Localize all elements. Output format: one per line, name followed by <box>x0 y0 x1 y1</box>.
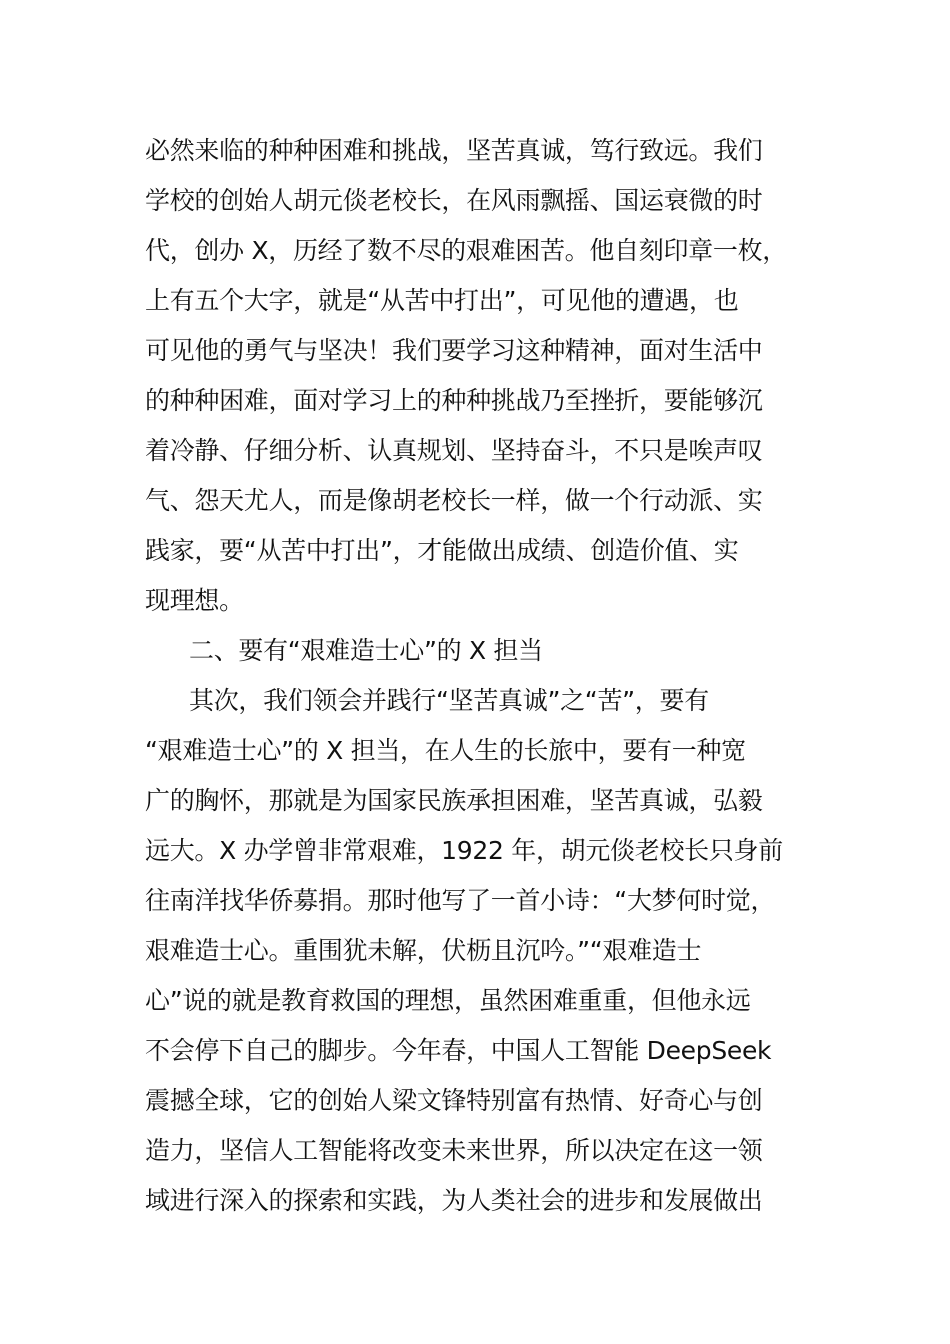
body-text <box>145 126 815 1226</box>
text-line: 往南洋找华侨募捐。那时他写了一首小诗：“大梦何时觉， <box>145 886 776 915</box>
text-line: 造力，坚信人工智能将改变未来世界，所以决定在这一领 <box>145 1136 763 1165</box>
text-line: 气、怨天尤人，而是像胡老校长一样，做一个行动派、实 <box>145 486 763 515</box>
text-line: 必然来临的种种困难和挑战，坚苦真诚，笃行致远。我们 <box>145 136 763 165</box>
text-line: 心”说的就是教育救国的理想，虽然困难重重，但他永远 <box>145 986 751 1015</box>
paragraph-start-line: 其次，我们领会并践行“坚苦真诚”之“苦”，要有 <box>189 686 709 715</box>
text-line: 上有五个大字，就是“从苦中打出”，可见他的遭遇，也 <box>145 286 739 315</box>
text-line: 践家，要“从苦中打出”，才能做出成绩、创造价值、实 <box>145 536 739 565</box>
text-line: “艰难造士心”的 X 担当，在人生的长旅中，要有一种宽 <box>145 736 746 765</box>
text-line: 现理想。 <box>145 586 244 615</box>
text-line: 域进行深入的探索和实践，为人类社会的进步和发展做出 <box>145 1186 763 1215</box>
text-line: 不会停下自己的脚步。今年春，中国人工智能 DeepSeek <box>145 1036 772 1065</box>
text-line: 可见他的勇气与坚决！我们要学习这种精神，面对生活中 <box>145 336 763 365</box>
text-line: 广的胸怀，那就是为国家民族承担困难，坚苦真诚，弘毅 <box>145 786 763 815</box>
text-line: 学校的创始人胡元倓老校长，在风雨飘摇、国运衰微的时 <box>145 186 763 215</box>
text-line: 震撼全球，它的创始人梁文锋特别富有热情、好奇心与创 <box>145 1086 763 1115</box>
section-heading: 二、要有“艰难造士心”的 X 担当 <box>189 636 543 665</box>
text-line: 艰难造士心。重围犹未解，伏枥且沉吟。”“艰难造士 <box>145 936 702 965</box>
text-line: 着冷静、仔细分析、认真规划、坚持奋斗，不只是唉声叹 <box>145 436 763 465</box>
text-line: 远大。X 办学曾非常艰难，1922 年，胡元倓老校长只身前 <box>145 836 783 865</box>
text-line: 代，创办 X，历经了数不尽的艰难困苦。他自刻印章一枚， <box>145 236 787 265</box>
text-line: 的种种困难，面对学习上的种种挑战乃至挫折，要能够沉 <box>145 386 763 415</box>
